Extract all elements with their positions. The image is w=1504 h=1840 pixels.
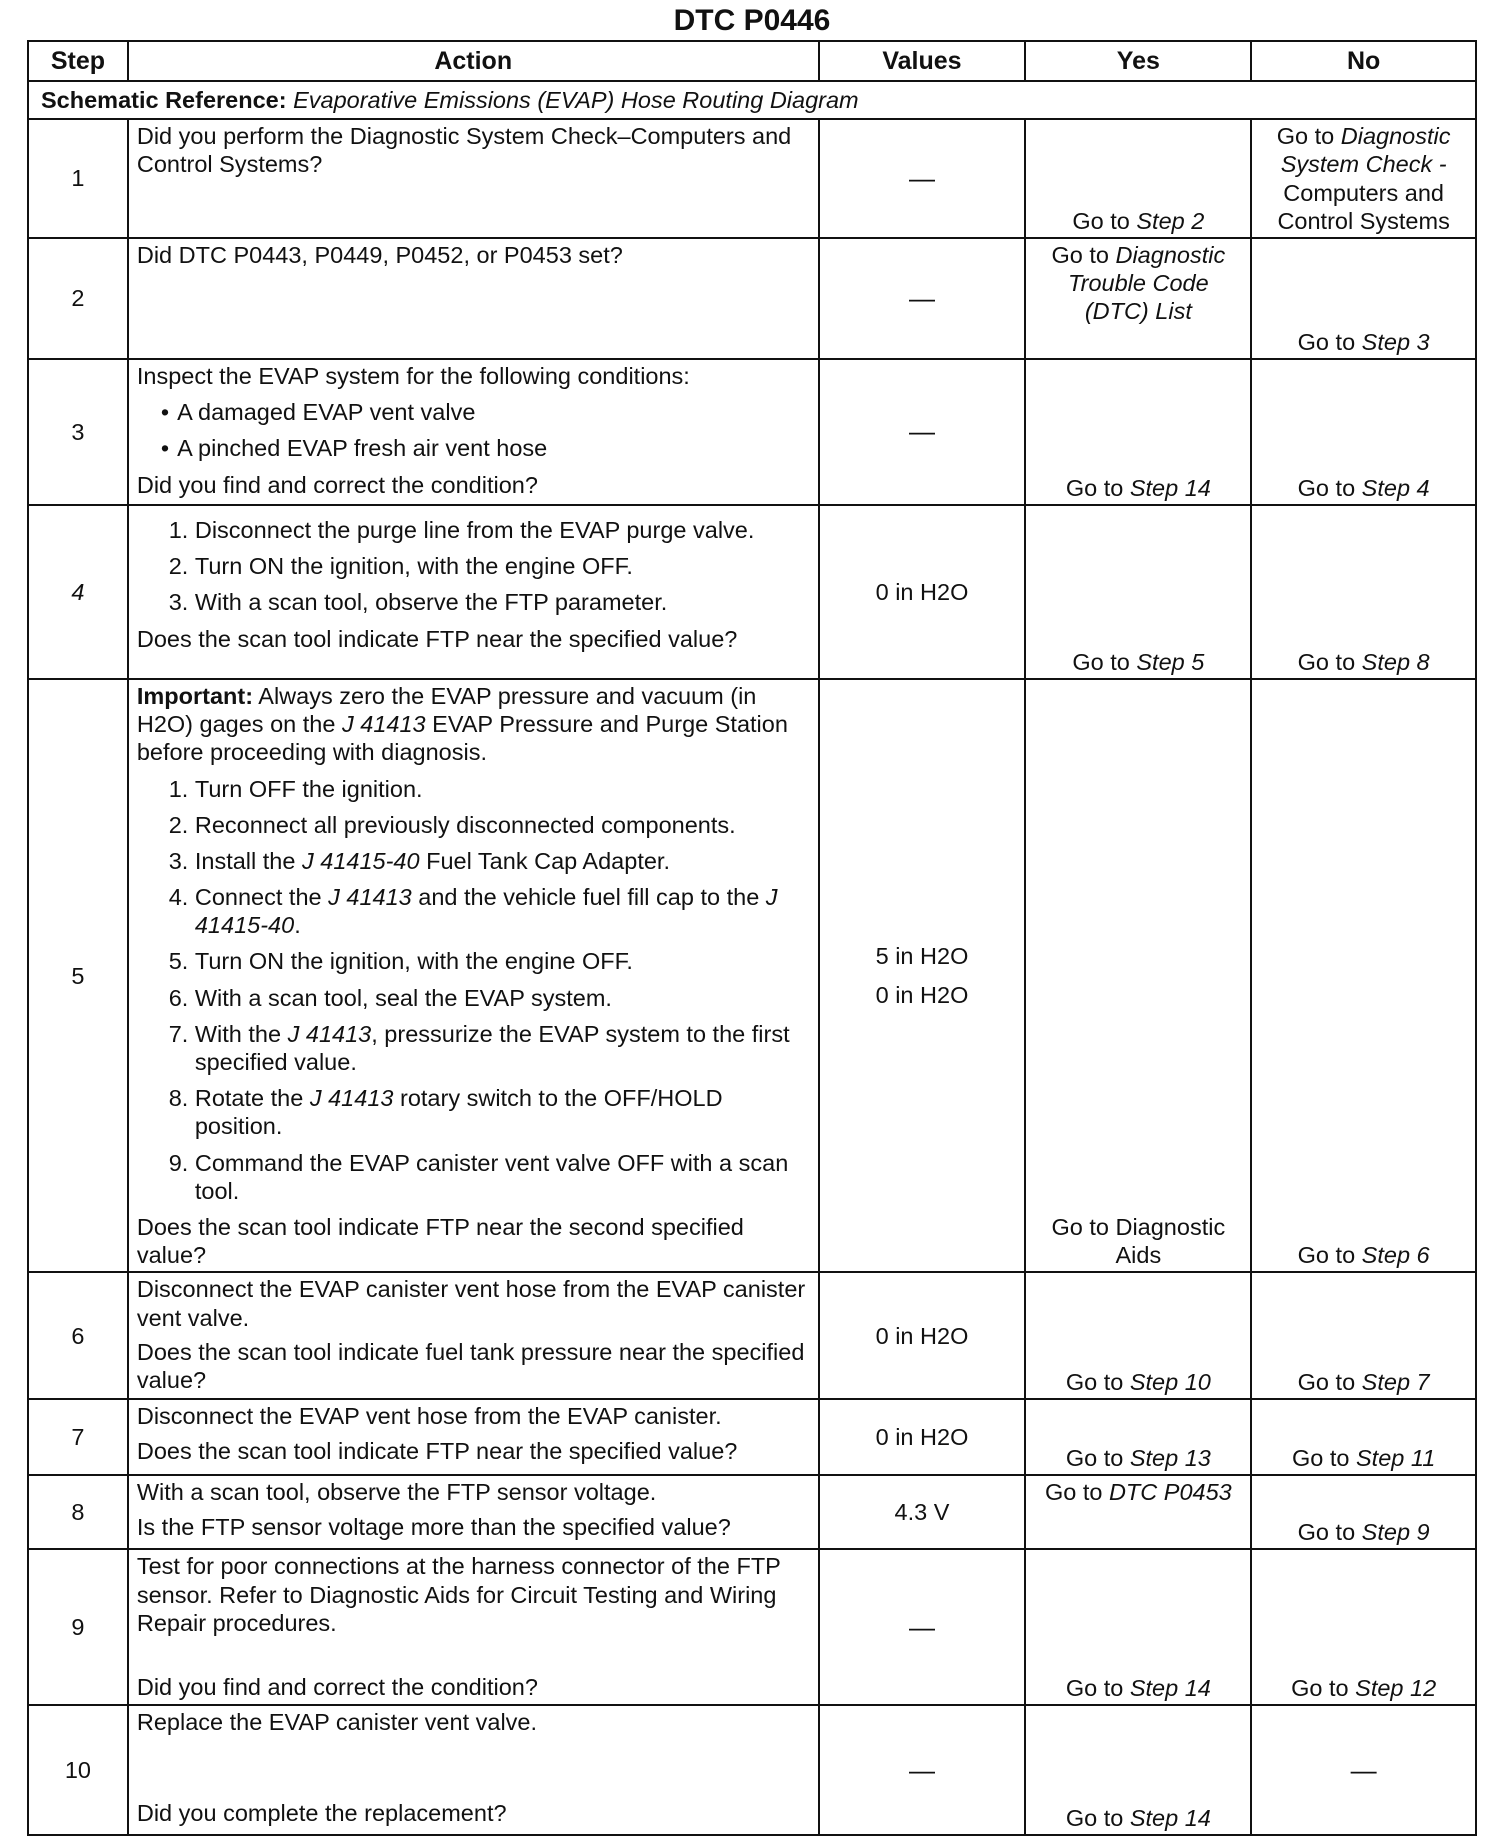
list-item: 4. Connect the J 41413 and the vehicle fuel fill cap to the J 41415-40. [195, 883, 810, 939]
step-number: 2 [28, 238, 128, 359]
yes-cell: Go to Step 14 [1025, 1549, 1251, 1705]
table-row [28, 679, 1476, 1272]
procedure-list [137, 775, 810, 1205]
yes-cell: Go to Diagnostic Trouble Code (DTC) List [1025, 238, 1251, 359]
table-row [28, 359, 1476, 505]
header-no: No [1251, 41, 1476, 81]
action-question: Does the scan tool indicate FTP near the specified value? [136, 625, 738, 652]
condition-list [137, 398, 810, 462]
value-cell: 5 in H2O 0 in H2O [819, 679, 1026, 1272]
yes-cell: Go to Step 14 [1025, 1705, 1251, 1835]
list-item: 5. Turn ON the ignition, with the engine OFF. [195, 947, 810, 975]
yes-link: Step 14 [1129, 1675, 1211, 1702]
step-number: 6 [28, 1272, 128, 1399]
list-item: 6. With a scan tool, seal the EVAP system. [195, 984, 810, 1012]
schematic-link: Evaporative Emissions (EVAP) Hose Routing Diagram [293, 87, 859, 113]
no-link: Step 4 [1361, 474, 1430, 501]
action-question: Does the scan tool indicate FTP near the specified value? [136, 1437, 738, 1464]
value-cell: — [819, 359, 1026, 505]
yes-cell: Go to Step 14 [1025, 359, 1251, 505]
action-question: Did you complete the replacement? [136, 1799, 507, 1826]
value-cell: — [819, 119, 1026, 238]
header-step: Step [28, 41, 128, 81]
yes-cell: Go to DTC P0453 [1025, 1475, 1251, 1549]
no-link: Step 11 [1356, 1445, 1436, 1472]
list-item: 2. Turn ON the ignition, with the engine OFF. [195, 552, 810, 580]
list-item: 9. Command the EVAP canister vent valve OFF with a scan tool. [195, 1149, 810, 1205]
action-cell: Replace the EVAP canister vent valve. Did you complete the replacement? [128, 1705, 819, 1835]
list-item: 8. Rotate the J 41413 rotary switch to the OFF/HOLD position. [195, 1084, 810, 1140]
step-number: 1 [28, 119, 128, 238]
list-item: 1. Disconnect the purge line from the EVAP purge valve. [195, 516, 810, 544]
yes-link: Diagnostic Trouble Code (DTC) List [1068, 241, 1226, 325]
action-cell: Disconnect the EVAP vent hose from the EVAP canister. Does the scan tool indicate FTP near the specified value? [128, 1399, 819, 1475]
header-yes: Yes [1025, 41, 1251, 81]
action-cell: With a scan tool, observe the FTP sensor voltage. Is the FTP sensor voltage more than the specified value? [128, 1475, 819, 1549]
action-cell [128, 359, 819, 505]
header-action: Action [128, 41, 819, 81]
schematic-reference [28, 81, 1476, 119]
no-link: Step 7 [1361, 1369, 1430, 1396]
table-row [28, 1475, 1476, 1549]
yes-link: DTC P0453 [1108, 1479, 1232, 1506]
table-row [28, 1399, 1476, 1475]
step-number: 9 [28, 1549, 128, 1705]
action-cell [128, 679, 819, 1272]
value-cell: — [819, 1549, 1026, 1705]
no-cell: Go to Step 3 [1251, 238, 1476, 359]
yes-link: Step 10 [1129, 1369, 1211, 1396]
list-item: • A damaged EVAP vent valve [181, 398, 810, 426]
schematic-row [28, 81, 1476, 119]
value-cell: 0 in H2O [819, 505, 1026, 679]
value-cell: 4.3 V [819, 1475, 1026, 1549]
table-row [28, 505, 1476, 679]
step-number: 4 [28, 505, 128, 679]
yes-cell: Go to Step 10 [1025, 1272, 1251, 1399]
value-cell: 0 in H2O [819, 1272, 1026, 1399]
action-cell: Did DTC P0443, P0449, P0452, or P0453 set? [128, 238, 819, 359]
yes-link: Step 14 [1129, 1805, 1211, 1832]
no-cell: Go to Step 8 [1251, 505, 1476, 679]
step-number: 7 [28, 1399, 128, 1475]
yes-cell: Go to Diagnostic Aids [1025, 679, 1251, 1272]
procedure-list [137, 516, 810, 617]
action-question: Does the scan tool indicate FTP near the second specified value? [136, 1213, 744, 1269]
yes-link: Step 13 [1129, 1445, 1211, 1472]
step-number: 3 [28, 359, 128, 505]
list-item: 3. With a scan tool, observe the FTP parameter. [195, 588, 810, 616]
no-cell: Go to Step 11 [1251, 1399, 1476, 1475]
no-link: Step 8 [1361, 648, 1430, 675]
no-link: Step 3 [1361, 328, 1430, 355]
no-cell: Go to Step 12 [1251, 1549, 1476, 1705]
list-item: 1. Turn OFF the ignition. [195, 775, 810, 803]
no-cell: Go to Step 9 [1251, 1475, 1476, 1549]
no-link: Diagnostic System Check - [1280, 123, 1451, 178]
action-cell: Disconnect the EVAP canister vent hose from the EVAP canister vent valve. Does the scan tool indicate fuel tank pressure near the specified value? [128, 1272, 819, 1399]
yes-cell: Go to Step 5 [1025, 505, 1251, 679]
value-cell: 0 in H2O [819, 1399, 1026, 1475]
action-question: Does the scan tool indicate fuel tank pressure near the specified value? [136, 1338, 805, 1393]
yes-link: Step 14 [1129, 474, 1211, 501]
action-intro: Inspect the EVAP system for the following conditions: [136, 362, 690, 389]
value-cell: — [819, 1705, 1026, 1835]
table-row [28, 119, 1476, 238]
value-cell: — [819, 238, 1026, 359]
action-question: Did you find and correct the condition? [136, 471, 538, 498]
list-item: 2. Reconnect all previously disconnected components. [195, 811, 810, 839]
header-row [28, 41, 1476, 81]
no-cell: — [1251, 1705, 1476, 1835]
step-number: 8 [28, 1475, 128, 1549]
no-cell: Go to Step 4 [1251, 359, 1476, 505]
table-row [28, 1272, 1476, 1399]
no-cell: Go to Diagnostic System Check - Computers and Control Systems [1251, 119, 1476, 238]
action-cell: Test for poor connections at the harness connector of the FTP sensor. Refer to Diagnostic Aids for Circuit Testing and Wiring Repair procedures. Did you find and correct the condition? [128, 1549, 819, 1705]
no-link: Step 12 [1355, 1675, 1437, 1702]
diagnostic-table [27, 40, 1477, 1836]
no-link: Step 6 [1361, 1242, 1430, 1269]
no-link: Step 9 [1361, 1519, 1430, 1546]
list-item: • A pinched EVAP fresh air vent hose [181, 434, 810, 462]
yes-link: Step 2 [1136, 207, 1205, 234]
yes-link: Step 5 [1136, 648, 1205, 675]
table-row [28, 1705, 1476, 1835]
table-row [28, 1549, 1476, 1705]
header-values: Values [819, 41, 1026, 81]
action-cell: Did you perform the Diagnostic System Check–Computers and Control Systems? [128, 119, 819, 238]
action-question: Did you find and correct the condition? [136, 1673, 538, 1700]
yes-cell: Go to Step 13 [1025, 1399, 1251, 1475]
action-cell [128, 505, 819, 679]
list-item: 7. With the J 41413, pressurize the EVAP system to the first specified value. [195, 1020, 810, 1076]
table-row [28, 238, 1476, 359]
step-number: 5 [28, 679, 128, 1272]
important-note: Important: Always zero the EVAP pressure and vacuum (in H2O) gages on the J 41413 EVAP Pressure and Purge Station before proceeding with diagnosis. [136, 682, 788, 766]
schematic-label: Schematic Reference: [41, 87, 287, 113]
step-number: 10 [28, 1705, 128, 1835]
no-cell: Go to Step 7 [1251, 1272, 1476, 1399]
yes-cell: Go to Step 2 [1025, 119, 1251, 238]
no-cell: Go to Step 6 [1251, 679, 1476, 1272]
page-title: DTC P0446 [673, 4, 831, 37]
action-question: Is the FTP sensor voltage more than the specified value? [136, 1513, 731, 1540]
list-item: 3. Install the J 41415-40 Fuel Tank Cap Adapter. [195, 847, 810, 875]
